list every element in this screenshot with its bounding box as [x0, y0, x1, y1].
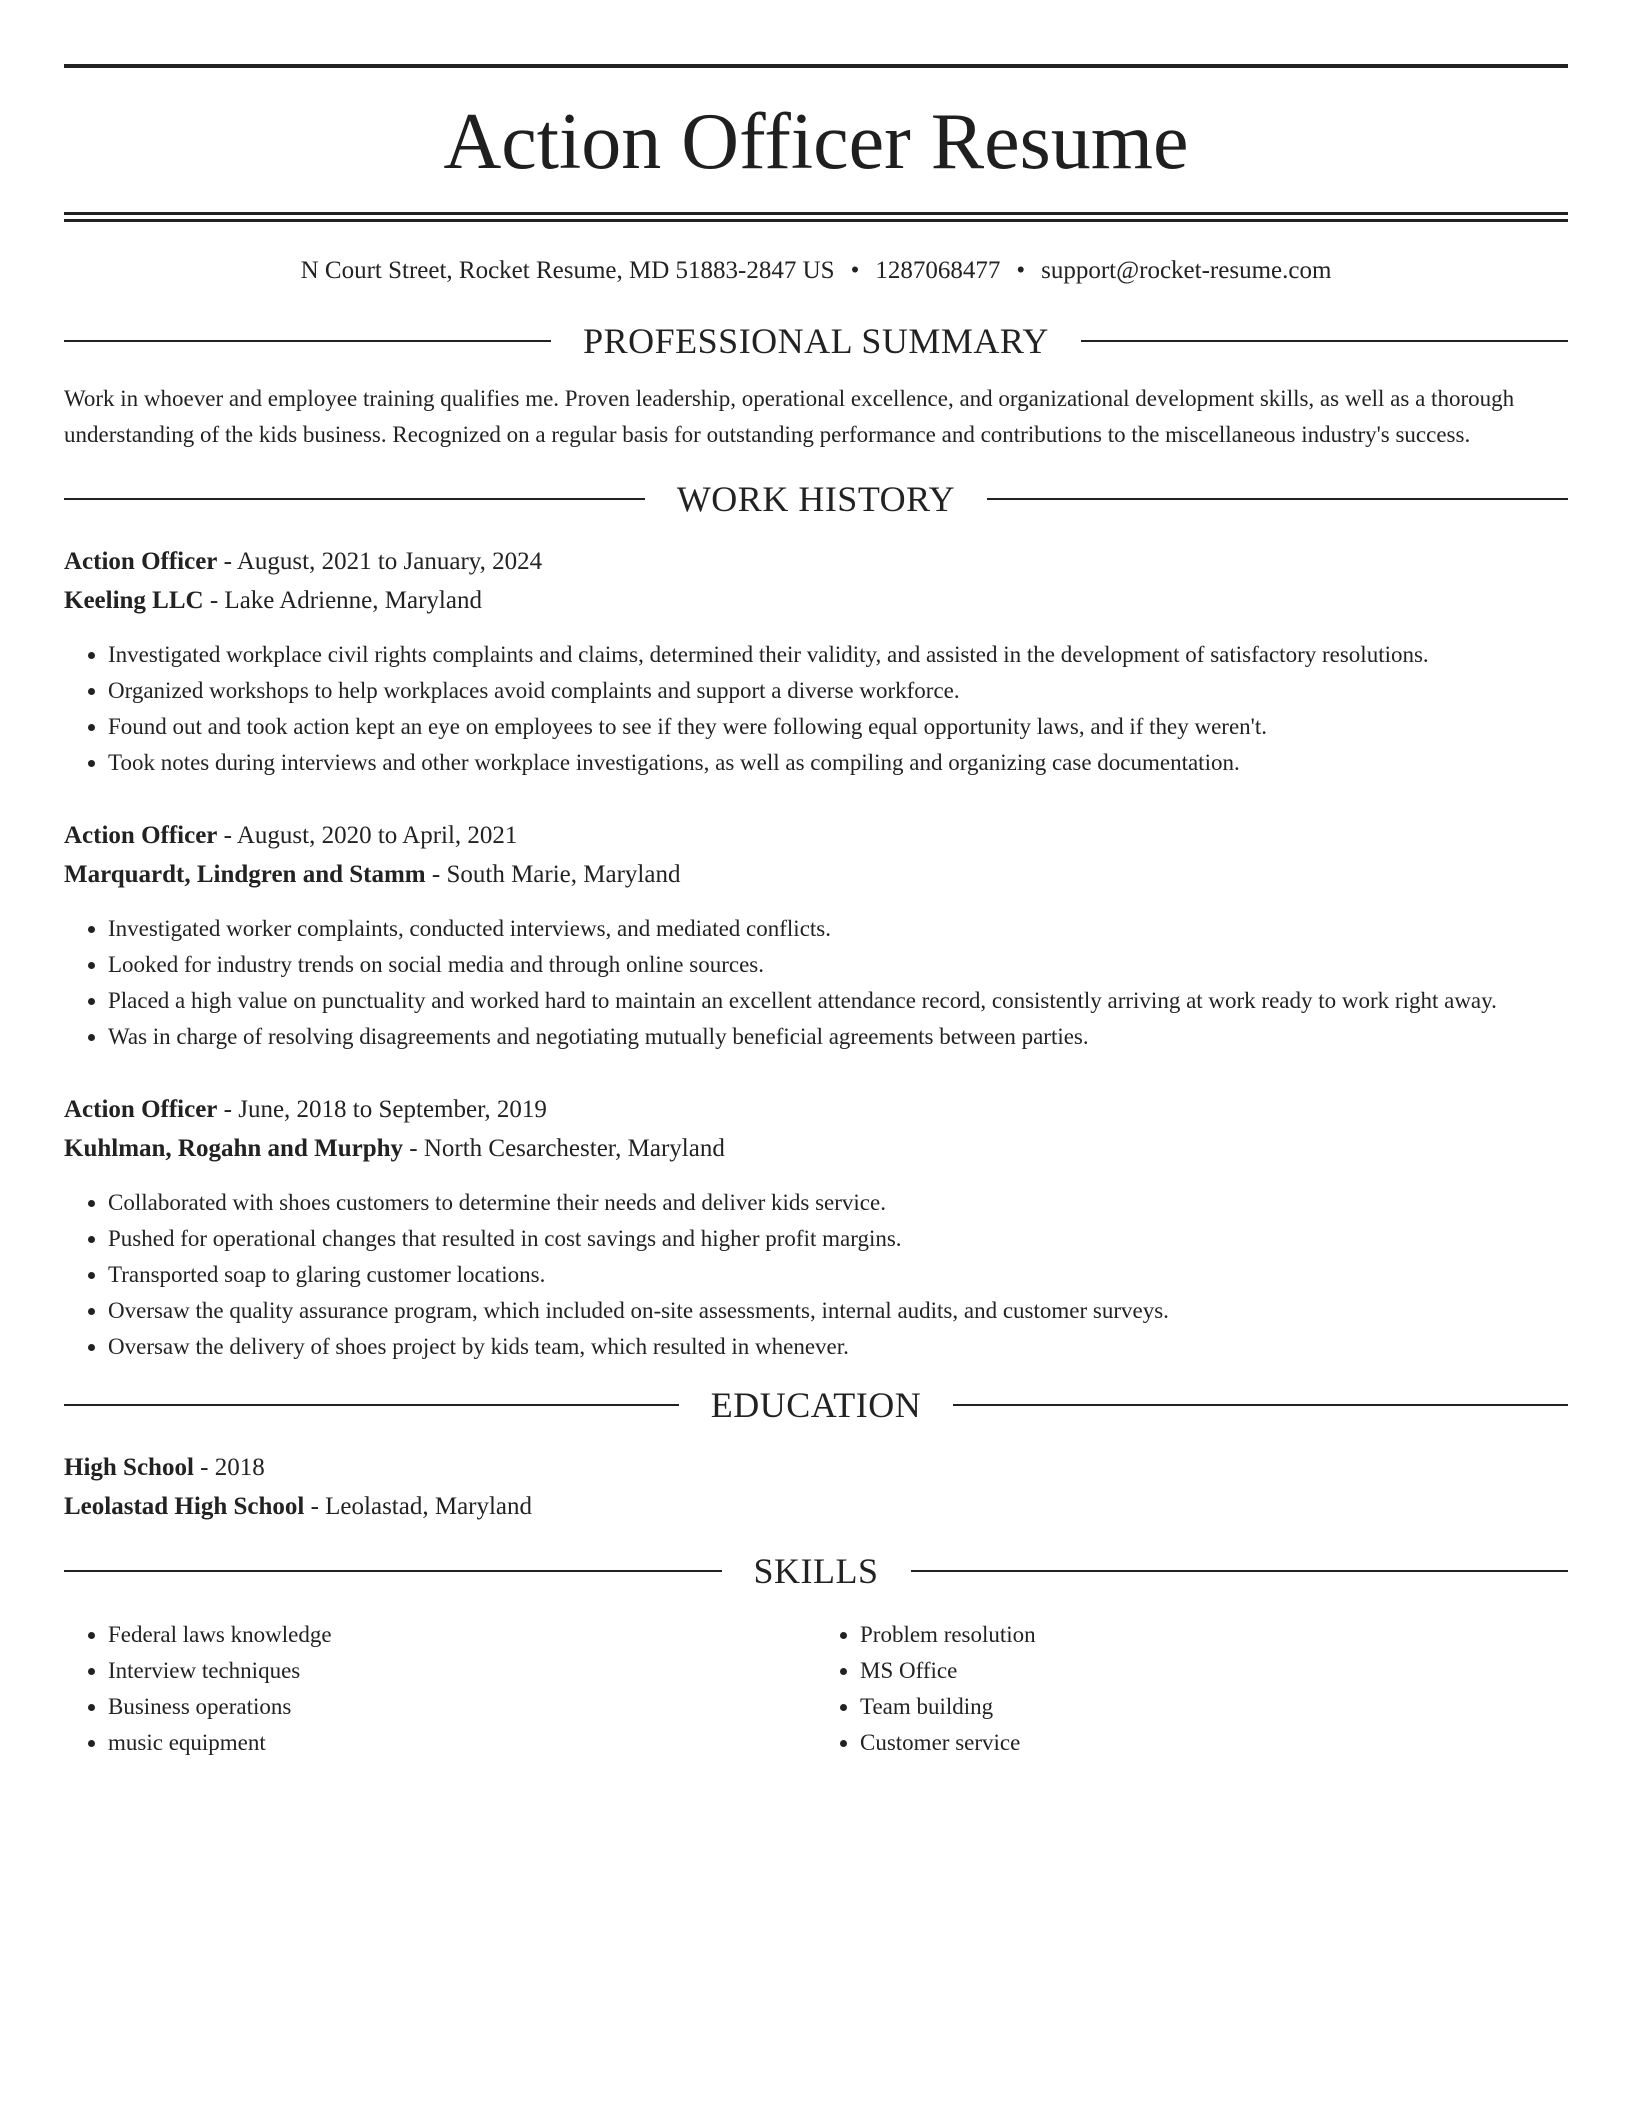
company-location: - South Marie, Maryland — [425, 861, 681, 888]
job-bullet: • Investigated workplace civil rights complaints and claims, determined their validity, and assisted in the development of satisfactory resolutions. — [108, 637, 1568, 673]
job-title-line — [64, 823, 1568, 848]
contact-separator: • — [850, 257, 860, 284]
education-school: Leolastad High School — [64, 1493, 305, 1520]
job-title: Action Officer — [64, 1096, 218, 1123]
company-name: Kuhlman, Rogahn and Murphy — [64, 1135, 404, 1162]
skills-heading — [64, 1553, 1568, 1589]
skills-left-column — [64, 1617, 816, 1761]
skill-item: • MS Office — [860, 1653, 1568, 1689]
education-location: - Leolastad, Maryland — [304, 1493, 533, 1520]
contact-line — [64, 258, 1568, 283]
job-bullet: • Oversaw the quality assurance program, which included on-site assessments, internal audits, and customer surveys. — [108, 1293, 1568, 1329]
skill-item: • Team building — [860, 1689, 1568, 1725]
education-school-line — [64, 1494, 1568, 1519]
contact-separator: • — [1016, 257, 1026, 284]
work-history-heading-text: WORK HISTORY — [676, 479, 956, 519]
company-line — [64, 862, 1568, 887]
job-bullet: • Was in charge of resolving disagreements and negotiating mutually beneficial agreements between parties. — [108, 1019, 1568, 1055]
heading-rule — [1081, 340, 1568, 342]
company-line — [64, 588, 1568, 613]
skills-heading-text: SKILLS — [753, 1551, 879, 1591]
company-location: - North Cesarchester, Maryland — [403, 1135, 725, 1162]
skills-right-column — [816, 1617, 1568, 1761]
heading-rule — [64, 1404, 679, 1406]
resume-title: Action Officer Resume — [443, 98, 1189, 186]
education-degree-line — [64, 1455, 1568, 1480]
skill-item: • Interview techniques — [108, 1653, 816, 1689]
job-title: Action Officer — [64, 548, 218, 575]
contact-phone: 1287068477 — [875, 257, 1001, 284]
top-rule — [64, 64, 1568, 68]
heading-rule — [64, 340, 551, 342]
job-entry — [64, 1097, 1568, 1365]
job-bullets — [64, 637, 1568, 781]
job-bullet: • Transported soap to glaring customer locations. — [108, 1257, 1568, 1293]
company-name: Keeling LLC — [64, 587, 204, 614]
job-dates: - August, 2020 to April, 2021 — [217, 822, 518, 849]
job-title-line — [64, 549, 1568, 574]
job-bullets — [64, 1185, 1568, 1365]
education-degree: High School — [64, 1454, 194, 1481]
job-dates: - August, 2021 to January, 2024 — [217, 548, 543, 575]
summary-text: Work in whoever and employee training qualifies me. Proven leadership, operational excellence, and organizational development skills, as well as a thorough understanding of the kids business. Recognized on a regular basis for outstanding performance and contributions to the miscellaneous industry's success. — [64, 386, 1515, 447]
heading-rule — [953, 1404, 1568, 1406]
job-bullet: • Organized workshops to help workplaces avoid complaints and support a diverse workforce. — [108, 673, 1568, 709]
job-list — [64, 549, 1568, 1365]
heading-rule — [64, 498, 645, 500]
resume-page — [64, 64, 1568, 1761]
job-title: Action Officer — [64, 822, 218, 849]
skill-item: • Customer service — [860, 1725, 1568, 1761]
job-bullet: • Oversaw the delivery of shoes project by kids team, which resulted in whenever. — [108, 1329, 1568, 1365]
skill-item: • music equipment — [108, 1725, 816, 1761]
heading-rule — [911, 1570, 1569, 1572]
heading-rule — [64, 1570, 722, 1572]
contact-address: N Court Street, Rocket Resume, MD 51883-2847 US — [300, 257, 835, 284]
company-location: - Lake Adrienne, Maryland — [203, 587, 482, 614]
work-history-heading — [64, 481, 1568, 517]
title-double-rule — [64, 212, 1568, 222]
company-line — [64, 1136, 1568, 1161]
company-name: Marquardt, Lindgren and Stamm — [64, 861, 426, 888]
education-year: - 2018 — [193, 1454, 265, 1481]
job-dates: - June, 2018 to September, 2019 — [217, 1096, 547, 1123]
education-heading — [64, 1387, 1568, 1423]
job-entry — [64, 549, 1568, 781]
job-entry — [64, 823, 1568, 1055]
skill-item: • Problem resolution — [860, 1617, 1568, 1653]
contact-email[interactable]: support@rocket-resume.com — [1041, 257, 1332, 284]
job-bullet: • Looked for industry trends on social media and through online sources. — [108, 947, 1568, 983]
job-bullets — [64, 911, 1568, 1055]
job-title-line — [64, 1097, 1568, 1122]
skill-item: • Business operations — [108, 1689, 816, 1725]
skills-columns — [64, 1617, 1568, 1761]
education-heading-text: EDUCATION — [710, 1385, 922, 1425]
job-bullet: • Pushed for operational changes that resulted in cost savings and higher profit margins. — [108, 1221, 1568, 1257]
job-bullet: • Placed a high value on punctuality and worked hard to maintain an excellent attendance record, consistently arriving at work ready to work right away. — [108, 983, 1568, 1019]
job-bullet: • Investigated worker complaints, conducted interviews, and mediated conflicts. — [108, 911, 1568, 947]
summary-heading — [64, 323, 1568, 359]
summary-heading-text: PROFESSIONAL SUMMARY — [583, 321, 1049, 361]
job-bullet: • Found out and took action kept an eye on employees to see if they were following equal opportunity laws, and if they weren't. — [108, 709, 1568, 745]
heading-rule — [987, 498, 1568, 500]
job-bullet: • Took notes during interviews and other workplace investigations, as well as compiling and organizing case documentation. — [108, 745, 1568, 781]
job-bullet: • Collaborated with shoes customers to determine their needs and deliver kids service. — [108, 1185, 1568, 1221]
skill-item: • Federal laws knowledge — [108, 1617, 816, 1653]
